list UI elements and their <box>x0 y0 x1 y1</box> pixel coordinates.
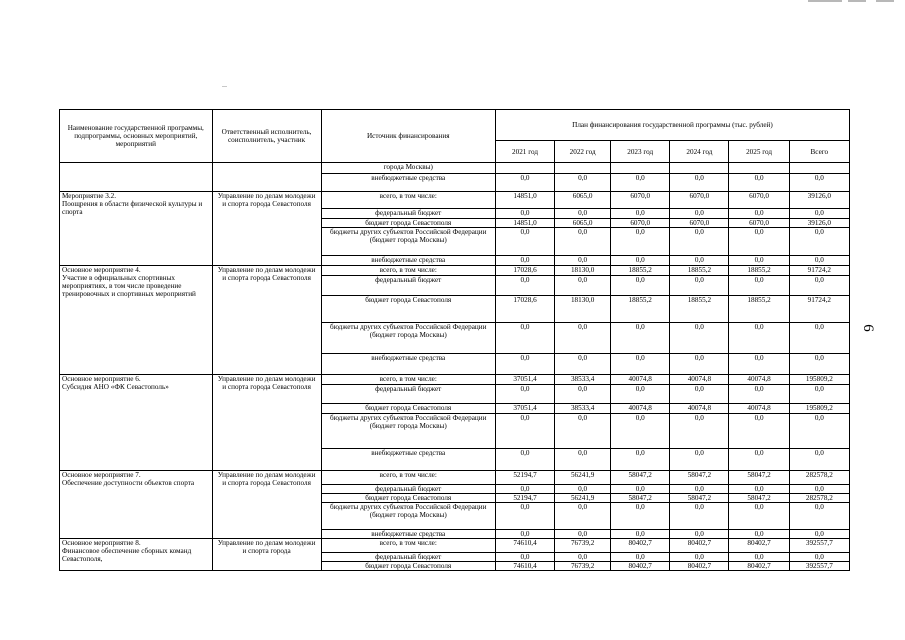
table-row <box>60 539 850 553</box>
year-value-cell: 6070,0 <box>729 192 789 209</box>
year-value-cell: 0,0 <box>670 276 729 296</box>
funding-source-cell: всего, в том числе: <box>321 375 495 385</box>
funding-source-cell: бюджеты других субъектов Российской Федерации (бюджет города Москвы) <box>321 228 495 256</box>
year-value-cell: 18130,0 <box>555 266 611 276</box>
responsible-cell: Управление по делам молодежи и спорта города Севастополя <box>212 192 321 266</box>
year-value-cell: 80402,7 <box>611 562 670 571</box>
year-value-cell: 0,0 <box>611 228 670 256</box>
year-value-cell: 14851,0 <box>495 192 554 209</box>
year-value-cell: 0,0 <box>729 354 789 375</box>
year-value-cell: 0,0 <box>555 385 611 404</box>
year-value-cell: 0,0 <box>611 323 670 354</box>
year-value-cell: 0,0 <box>729 485 789 494</box>
funding-source-cell: внебюджетные средства <box>321 256 495 266</box>
total-value-cell: 39126,0 <box>789 219 849 228</box>
activity-name-cell: Основное мероприятие 8. Финансовое обеспечение сборных команд Севастополя, <box>60 539 213 571</box>
activity-name-cell: Основное мероприятие 4. Участие в официальных спортивных мероприятиях, в том числе проведение тренировочных и спортивных мероприятий <box>60 266 213 375</box>
year-value-cell: 6065,0 <box>555 219 611 228</box>
scan-edge-mark <box>848 0 866 2</box>
year-value-cell: 0,0 <box>611 530 670 539</box>
year-value-cell: 74610,4 <box>495 539 554 553</box>
table-row <box>60 266 850 276</box>
year-value-cell: 6070,0 <box>670 192 729 209</box>
responsible-cell: Управление по делам молодежи и спорта города <box>212 539 321 571</box>
total-value-cell: 0,0 <box>789 414 849 449</box>
total-value-cell: 282578,2 <box>789 494 849 503</box>
year-value-cell: 0,0 <box>495 503 554 530</box>
funding-source-cell: бюджет города Севастополя <box>321 219 495 228</box>
year-value-cell: 0,0 <box>670 323 729 354</box>
year-value-cell: 58047,2 <box>729 471 789 485</box>
total-value-cell: 0,0 <box>789 209 849 219</box>
year-value-cell: 38533,4 <box>555 375 611 385</box>
year-value-cell: 0,0 <box>555 228 611 256</box>
year-value-cell: 40074,8 <box>611 404 670 414</box>
year-value-cell: 0,0 <box>670 174 729 192</box>
funding-source-cell: федеральный бюджет <box>321 209 495 219</box>
activity-name-cell <box>60 163 213 192</box>
year-value-cell: 0,0 <box>670 209 729 219</box>
year-value-cell: 18855,2 <box>670 296 729 323</box>
year-value-cell: 0,0 <box>495 228 554 256</box>
total-value-cell: 392557,7 <box>789 562 849 571</box>
header-year-2023: 2023 год <box>611 141 670 163</box>
table-row <box>60 192 850 209</box>
year-value-cell: 18855,2 <box>729 296 789 323</box>
year-value-cell: 80402,7 <box>729 539 789 553</box>
year-value-cell: 0,0 <box>729 553 789 562</box>
year-value-cell: 17028,6 <box>495 296 554 323</box>
year-value-cell: 0,0 <box>729 174 789 192</box>
year-value-cell: 0,0 <box>611 174 670 192</box>
responsible-cell: Управление по делам молодежи и спорта города Севастополя <box>212 266 321 375</box>
year-value-cell: 80402,7 <box>670 539 729 553</box>
year-value-cell: 58047,2 <box>670 471 729 485</box>
year-value-cell: 0,0 <box>495 385 554 404</box>
year-value-cell: 0,0 <box>555 414 611 449</box>
year-value-cell: 6070,0 <box>670 219 729 228</box>
year-value-cell: 0,0 <box>729 414 789 449</box>
funding-source-cell: внебюджетные средства <box>321 530 495 539</box>
responsible-cell: Управление по делам молодежи и спорта города Севастополя <box>212 471 321 539</box>
year-value-cell: 18855,2 <box>729 266 789 276</box>
year-value-cell: 0,0 <box>555 485 611 494</box>
year-value-cell: 0,0 <box>555 256 611 266</box>
activity-name-cell: Основное мероприятие 6. Субсидия АНО «ФК Севастополь» <box>60 375 213 471</box>
total-value-cell: 91724,2 <box>789 266 849 276</box>
year-value-cell: 0,0 <box>611 449 670 471</box>
year-value-cell: 37051,4 <box>495 404 554 414</box>
year-value-cell: 0,0 <box>670 385 729 404</box>
year-value-cell: 0,0 <box>495 209 554 219</box>
total-value-cell: 0,0 <box>789 276 849 296</box>
scan-edge-mark <box>808 0 842 2</box>
year-value-cell <box>670 163 729 174</box>
year-value-cell <box>611 163 670 174</box>
year-value-cell: 0,0 <box>611 414 670 449</box>
total-value-cell: 0,0 <box>789 530 849 539</box>
year-value-cell: 0,0 <box>495 174 554 192</box>
year-value-cell: 0,0 <box>670 256 729 266</box>
year-value-cell: 6070,0 <box>611 219 670 228</box>
year-value-cell: 0,0 <box>670 449 729 471</box>
year-value-cell: 0,0 <box>729 209 789 219</box>
year-value-cell: 52194,7 <box>495 471 554 485</box>
year-value-cell: 18855,2 <box>670 266 729 276</box>
header-year-2021: 2021 год <box>495 141 554 163</box>
financing-table <box>59 109 850 571</box>
year-value-cell: 40074,8 <box>670 375 729 385</box>
year-value-cell: 0,0 <box>729 385 789 404</box>
year-value-cell: 0,0 <box>495 276 554 296</box>
activity-name-cell: Основное мероприятие 7. Обеспечение доступности объектов спорта <box>60 471 213 539</box>
year-value-cell: 6070,0 <box>729 219 789 228</box>
header-total: Всего <box>789 141 849 163</box>
total-value-cell <box>789 163 849 174</box>
header-year-2025: 2025 год <box>729 141 789 163</box>
funding-source-cell: федеральный бюджет <box>321 553 495 562</box>
year-value-cell: 0,0 <box>555 174 611 192</box>
year-value-cell: 0,0 <box>555 530 611 539</box>
year-value-cell: 58047,2 <box>611 471 670 485</box>
total-value-cell: 0,0 <box>789 228 849 256</box>
year-value-cell: 0,0 <box>555 503 611 530</box>
year-value-cell: 0,0 <box>729 503 789 530</box>
funding-source-cell: федеральный бюджет <box>321 385 495 404</box>
year-value-cell: 56241,9 <box>555 471 611 485</box>
year-value-cell: 0,0 <box>555 449 611 471</box>
funding-source-cell: всего, в том числе: <box>321 539 495 553</box>
year-value-cell: 0,0 <box>670 485 729 494</box>
year-value-cell: 0,0 <box>729 449 789 471</box>
year-value-cell: 40074,8 <box>729 404 789 414</box>
year-value-cell: 52194,7 <box>495 494 554 503</box>
year-value-cell: 58047,2 <box>670 494 729 503</box>
total-value-cell: 0,0 <box>789 503 849 530</box>
year-value-cell: 0,0 <box>555 209 611 219</box>
header-year-2022: 2022 год <box>555 141 611 163</box>
funding-source-cell: бюджеты других субъектов Российской Федерации (бюджет города Москвы) <box>321 414 495 449</box>
activity-name-cell: Мероприятие 3.2. Поощрения в области физической культуры и спорта <box>60 192 213 266</box>
year-value-cell: 0,0 <box>495 323 554 354</box>
year-value-cell: 0,0 <box>495 553 554 562</box>
funding-source-cell: города Москвы) <box>321 163 495 174</box>
year-value-cell: 0,0 <box>670 503 729 530</box>
year-value-cell: 80402,7 <box>729 562 789 571</box>
total-value-cell: 0,0 <box>789 449 849 471</box>
header-year-2024: 2024 год <box>670 141 729 163</box>
funding-source-cell: внебюджетные средства <box>321 174 495 192</box>
year-value-cell: 38533,4 <box>555 404 611 414</box>
page-number: 6 <box>860 324 876 332</box>
funding-source-cell: бюджет города Севастополя <box>321 404 495 414</box>
year-value-cell: 18855,2 <box>611 296 670 323</box>
total-value-cell: 392557,7 <box>789 539 849 553</box>
table-row <box>60 471 850 485</box>
table-row <box>60 163 850 174</box>
year-value-cell: 14851,0 <box>495 219 554 228</box>
year-value-cell <box>495 163 554 174</box>
header-plan-column: План финансирования государственной программы (тыс. рублей) <box>495 110 849 141</box>
funding-source-cell: внебюджетные средства <box>321 354 495 375</box>
year-value-cell: 0,0 <box>495 530 554 539</box>
year-value-cell: 76739,2 <box>555 562 611 571</box>
year-value-cell: 0,0 <box>495 414 554 449</box>
funding-source-cell: федеральный бюджет <box>321 485 495 494</box>
total-value-cell: 0,0 <box>789 174 849 192</box>
year-value-cell: 0,0 <box>729 323 789 354</box>
funding-source-cell: всего, в том числе: <box>321 266 495 276</box>
total-value-cell: 0,0 <box>789 485 849 494</box>
funding-source-cell: федеральный бюджет <box>321 276 495 296</box>
total-value-cell: 0,0 <box>789 323 849 354</box>
total-value-cell: 0,0 <box>789 256 849 266</box>
total-value-cell: 0,0 <box>789 385 849 404</box>
year-value-cell: 40074,8 <box>611 375 670 385</box>
total-value-cell: 0,0 <box>789 354 849 375</box>
total-value-cell: 195809,2 <box>789 404 849 414</box>
funding-source-cell: бюджет города Севастополя <box>321 296 495 323</box>
year-value-cell: 58047,2 <box>611 494 670 503</box>
header-name-column: Наименование государственной программы, подпрограммы, основных мероприятий, мероприятий <box>60 110 213 163</box>
header-responsible-column: Ответственный исполнитель, соисполнитель, участник <box>212 110 321 163</box>
year-value-cell: 80402,7 <box>611 539 670 553</box>
table-body <box>60 163 850 571</box>
total-value-cell: 91724,2 <box>789 296 849 323</box>
funding-source-cell: бюджеты других субъектов Российской Федерации (бюджет города Москвы) <box>321 323 495 354</box>
funding-source-cell: всего, в том числе: <box>321 192 495 209</box>
year-value-cell: 17028,6 <box>495 266 554 276</box>
year-value-cell: 0,0 <box>495 485 554 494</box>
year-value-cell: 40074,8 <box>670 404 729 414</box>
year-value-cell: 0,0 <box>670 553 729 562</box>
total-value-cell: 0,0 <box>789 553 849 562</box>
table-header <box>60 110 850 163</box>
year-value-cell: 0,0 <box>611 354 670 375</box>
responsible-cell: Управление по делам молодежи и спорта города Севастополя <box>212 375 321 471</box>
year-value-cell: 0,0 <box>611 485 670 494</box>
year-value-cell: 0,0 <box>729 276 789 296</box>
year-value-cell: 0,0 <box>670 354 729 375</box>
year-value-cell: 0,0 <box>611 209 670 219</box>
year-value-cell: 0,0 <box>555 276 611 296</box>
scan-edge-mark <box>876 0 894 2</box>
year-value-cell: 0,0 <box>555 323 611 354</box>
year-value-cell: 0,0 <box>729 256 789 266</box>
total-value-cell: 195809,2 <box>789 375 849 385</box>
funding-source-cell: бюджет города Севастополя <box>321 494 495 503</box>
year-value-cell <box>555 163 611 174</box>
responsible-cell <box>212 163 321 192</box>
table-row <box>60 375 850 385</box>
header-source-column: Источник финансирования <box>321 110 495 163</box>
year-value-cell: 0,0 <box>670 228 729 256</box>
total-value-cell: 39126,0 <box>789 192 849 209</box>
year-value-cell: 18855,2 <box>611 266 670 276</box>
year-value-cell: 56241,9 <box>555 494 611 503</box>
year-value-cell <box>729 163 789 174</box>
year-value-cell: 0,0 <box>729 228 789 256</box>
year-value-cell: 0,0 <box>495 449 554 471</box>
year-value-cell: 0,0 <box>670 530 729 539</box>
year-value-cell: 58047,2 <box>729 494 789 503</box>
year-value-cell: 80402,7 <box>670 562 729 571</box>
total-value-cell: 282578,2 <box>789 471 849 485</box>
year-value-cell: 0,0 <box>611 503 670 530</box>
year-value-cell: 0,0 <box>670 414 729 449</box>
year-value-cell: 0,0 <box>555 354 611 375</box>
funding-source-cell: бюджеты других субъектов Российской Федерации (бюджет города Москвы) <box>321 503 495 530</box>
year-value-cell: 74610,4 <box>495 562 554 571</box>
year-value-cell: 0,0 <box>611 385 670 404</box>
funding-source-cell: внебюджетные средства <box>321 449 495 471</box>
scan-speck <box>222 86 227 87</box>
year-value-cell: 0,0 <box>555 553 611 562</box>
funding-source-cell: бюджет города Севастополя <box>321 562 495 571</box>
year-value-cell: 0,0 <box>611 553 670 562</box>
year-value-cell: 0,0 <box>495 256 554 266</box>
year-value-cell: 0,0 <box>611 256 670 266</box>
year-value-cell: 6070,0 <box>611 192 670 209</box>
year-value-cell: 0,0 <box>611 276 670 296</box>
year-value-cell: 0,0 <box>495 354 554 375</box>
year-value-cell: 6065,0 <box>555 192 611 209</box>
year-value-cell: 76739,2 <box>555 539 611 553</box>
funding-source-cell: всего, в том числе: <box>321 471 495 485</box>
year-value-cell: 0,0 <box>729 530 789 539</box>
year-value-cell: 18130,0 <box>555 296 611 323</box>
year-value-cell: 40074,8 <box>729 375 789 385</box>
year-value-cell: 37051,4 <box>495 375 554 385</box>
